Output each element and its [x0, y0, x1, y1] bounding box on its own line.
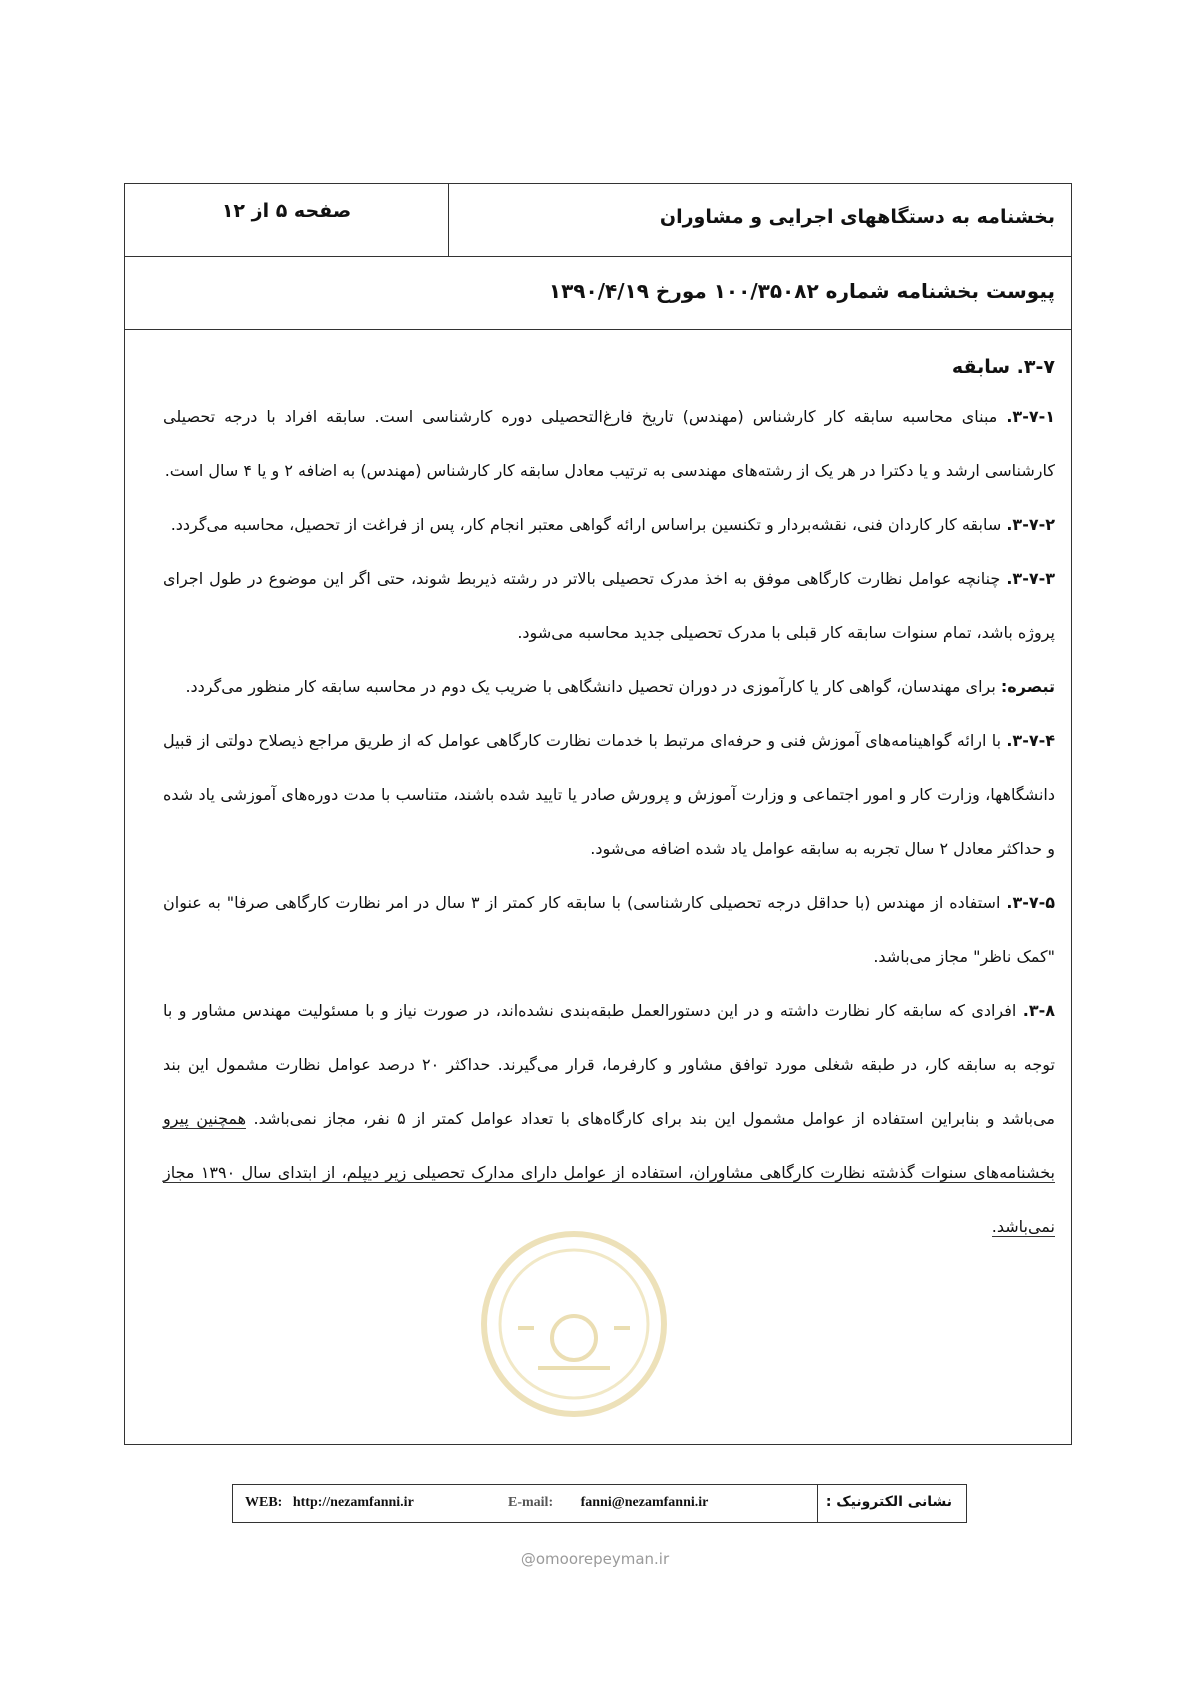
- header-title: بخشنامه به دستگاههای اجرایی و مشاوران: [448, 184, 1071, 256]
- content-body: [125, 330, 1071, 1254]
- paragraph-3-7-1: [163, 390, 1055, 498]
- paragraph-3-8: [163, 984, 1055, 1254]
- page-number: صفحه ۵ از ۱۲: [221, 200, 352, 222]
- email-label: E-mail:: [508, 1495, 554, 1510]
- paragraph-number: ۳-۷-۵.: [1006, 893, 1056, 912]
- paragraph-text: چنانچه عوامل نظارت کارگاهی موفق به اخذ مدرک تحصیلی بالاتر در رشته ذیربط شوند، حتی اگر این موضوع در طول اجرای پروژه باشد، تمام سنوات سابقه کار قبلی با مدرک تحصیلی جدید محاسبه می‌شود.: [163, 569, 1055, 642]
- email-link[interactable]: fanni@nezamfanni.ir: [580, 1495, 709, 1510]
- paragraph-3-7-2: [163, 498, 1055, 552]
- paragraph-text: افرادی که سابقه کار نظارت داشته و در این دستورالعمل طبقه‌بندی نشده‌اند، در صورت نیاز و با مسئولیت مهندس مشاور و با توجه به سابقه کار، در طبقه شغلی مورد توافق مشاور و کارفرما، قرار می‌گیرند. حداکثر ۲۰ درصد عوامل نظارت مشمول این بند می‌باشد و بنابراین استفاده از عوامل مشمول این بند برای کارگاه‌های با تعداد عوامل کمتر از ۵ نفر، مجاز نمی‌باشد.: [163, 1001, 1055, 1128]
- web-link[interactable]: http://nezamfanni.ir: [292, 1495, 414, 1510]
- paragraph-text: با ارائه گواهینامه‌های آموزش فنی و حرفه‌ای مرتبط با خدمات نظارت کارگاهی عوامل که از طریق مراجع ذیصلاح دولتی از قبیل دانشگاهها، وزارت کار و امور اجتماعی و وزارت آموزش و پرورش صادر یا تایید شده باشند، متناسب با مدت دوره‌های آموزشی یاد شده و حداکثر معادل ۲ سال تجربه به سابقه عوامل یاد شده اضافه می‌شود.: [163, 731, 1055, 858]
- footer-contact: [232, 1484, 967, 1523]
- paragraph-3-7-4: [163, 714, 1055, 876]
- paragraph-note: [163, 660, 1055, 714]
- section-heading: ۳-۷. سابقه: [951, 356, 1055, 378]
- footer-label: نشانی الکترونیک :: [825, 1494, 952, 1510]
- paragraph-3-7-3: [163, 552, 1055, 660]
- paragraph-text: استفاده از مهندس (با حداقل درجه تحصیلی کارشناسی) با سابقه کار کمتر از ۳ سال در امر نظارت کارگاهی صرفا" به عنوان "کمک ناظر" مجاز می‌باشد.: [163, 893, 1055, 966]
- paragraph-text: مبنای محاسبه سابقه کار کارشناس (مهندس) تاریخ فارغ‌التحصیلی دوره کارشناسی است. سابقه افراد با درجه تحصیلی کارشناسی ارشد و یا دکترا در هر یک از رشته‌های مهندسی به ترتیب معادل سابقه کار کارشناس (مهندس) به اضافه ۲ و یا ۴ سال است.: [163, 407, 1055, 480]
- paragraph-number: ۳-۷-۴.: [1006, 731, 1055, 750]
- note-label: تبصره:: [1000, 677, 1055, 696]
- paragraph-number: ۳-۸.: [1022, 1001, 1055, 1020]
- underlined-text: همچنین پیرو بخشنامه‌های سنوات گذشته نظارت کارگاهی مشاوران، استفاده از عوامل دارای مدارک تحصیلی زیر دیپلم، از ابتدای سال ۱۳۹۰ مجاز نمی‌باشد.: [163, 1109, 1056, 1236]
- paragraph-3-7-5: [163, 876, 1055, 984]
- header-row: [125, 184, 1071, 257]
- document-frame: [124, 183, 1072, 1445]
- paragraph-text: سابقه کار کاردان فنی، نقشه‌بردار و تکنسین براساس ارائه گواهی معتبر انجام کار، پس از فراغت از تحصیل، محاسبه می‌گردد.: [170, 515, 1007, 534]
- paragraph-number: ۳-۷-۱.: [1006, 407, 1055, 426]
- paragraph-number: ۳-۷-۲.: [1006, 515, 1055, 534]
- footer-web: [233, 1485, 488, 1522]
- web-label: WEB:: [245, 1495, 283, 1510]
- attachment-line: پیوست بخشنامه شماره ۱۰۰/۳۵۰۸۲ مورخ ۱۳۹۰/۴/۱۹: [125, 257, 1071, 330]
- footer-email: [488, 1485, 818, 1522]
- paragraph-text: برای مهندسان، گواهی کار یا کارآموزی در دوران تحصیل دانشگاهی با ضریب یک دوم در محاسبه سابقه کار منظور می‌گردد.: [185, 677, 1001, 696]
- paragraph-number: ۳-۷-۳.: [1006, 569, 1055, 588]
- watermark-text: @omoorepeyman.ir: [520, 1550, 670, 1568]
